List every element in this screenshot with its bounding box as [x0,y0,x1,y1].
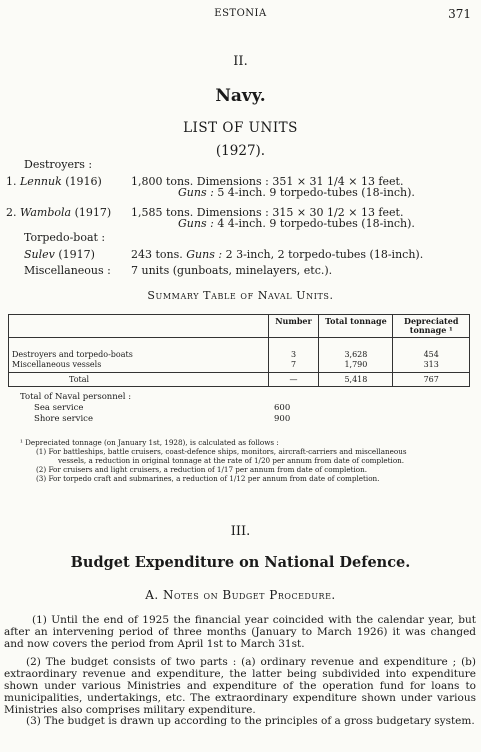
row-total: 1,790 [344,360,368,369]
row-number: 3 [290,350,297,359]
list-year: (1927). [215,143,266,159]
section-subtitle: A. Notes on Budget Procedure. [145,588,336,602]
total-tonnage: 5,418 [319,373,393,387]
section-numeral: II. [233,54,248,69]
table-total-row [9,373,470,387]
row-depreciated: 454 [423,350,439,359]
total-number: — [268,373,319,387]
table-header-row [9,315,470,338]
paragraph: (3) The budget is drawn up according to the principles of a gross budgetary system. [26,715,475,727]
torpedo-label: Torpedo-boat : [24,231,106,244]
shore-service-value: 900 [274,414,291,424]
list-title: LIST OF UNITS [183,120,298,136]
unit-details: 1,800 tons. Dimensions : 351 × 31 1/4 × 13 feet. [131,175,404,188]
row-label: Miscellaneous vessels [12,360,102,369]
unit-row: Sulev (1917) [24,248,95,261]
paragraph: (2) The budget consists of two parts : (a) ordinary revenue and expenditure ; (b) extraordinary revenue and expenditure, the latter being subdivided into expenditure shown under various Ministries and expenditure of the operation fund for loans to municipalities, undertakings, etc. The extraordinary expenditure shown under various Ministries also comprises military expenditure. [4,656,476,716]
unit-name: Wambola [20,206,72,219]
footnote: ¹ Depreciated tonnage (on January 1st, 1928), is calculated as follows : [20,438,279,447]
section-numeral: III. [230,524,251,539]
footnote: (2) For cruisers and light cruisers, a reduction of 1/17 per annum from date of completion. [36,465,368,474]
shore-service-label: Shore service [34,414,93,424]
unit-row: 1. Lennuk (1916) [6,175,102,188]
unit-details: 1,585 tons. Dimensions : 315 × 30 1/2 × 13 feet. [131,206,404,219]
summary-table [8,314,470,387]
summary-title: Summary Table of Naval Units. [147,289,334,302]
section-title: Navy. [215,86,266,106]
country-header: ESTONIA [214,8,267,19]
total-label: Total [9,373,269,387]
personnel-label: Total of Naval personnel : [20,392,132,402]
sea-service-label: Sea service [34,403,84,413]
table-row [9,338,470,373]
row-total: 3,628 [344,350,368,359]
page-number: 371 [448,7,471,21]
unit-row: 2. Wambola (1917) [6,206,112,219]
footnote: (1) For battleships, battle cruisers, coast-defence ships, monitors, aircraft-carriers and miscellaneous [36,447,407,456]
col-total-tonnage: Total tonnage [319,315,393,338]
footnote: (3) For torpedo craft and submarines, a reduction of 1/12 per annum from date of completion. [36,474,380,483]
misc-label: Miscellaneous : [24,264,111,277]
unit-details: 243 tons. Guns : 2 3-inch, 2 torpedo-tubes (18-inch). [131,248,424,261]
unit-name: Lennuk [20,175,62,188]
footnote: vessels, a reduction in original tonnage at the rate of 1/20 per annum from date of completion. [58,456,405,465]
section-title: Budget Expenditure on National Defence. [70,554,411,571]
col-number: Number [268,315,319,338]
total-depreciated: 767 [393,373,470,387]
misc-text: 7 units (gunboats, minelayers, etc.). [131,264,333,277]
destroyers-label: Destroyers : [24,158,93,171]
unit-name: Sulev [24,248,55,261]
row-number: 7 [290,360,297,369]
sea-service-value: 600 [274,403,291,413]
paragraph: (1) Until the end of 1925 the financial year coincided with the calendar year, but after an intervening period of three months (January to March 1926) it was changed and now covers the period from April 1st to March 31st. [4,614,476,650]
col-depreciated-tonnage: Depreciated tonnage ¹ [393,315,470,338]
row-label: Destroyers and torpedo-boats [12,350,133,359]
unit-guns: Guns : 4 4-inch. 9 torpedo-tubes (18-inch). [178,217,415,230]
row-depreciated: 313 [423,360,439,369]
unit-guns: Guns : 5 4-inch. 9 torpedo-tubes (18-inch). [178,186,415,199]
